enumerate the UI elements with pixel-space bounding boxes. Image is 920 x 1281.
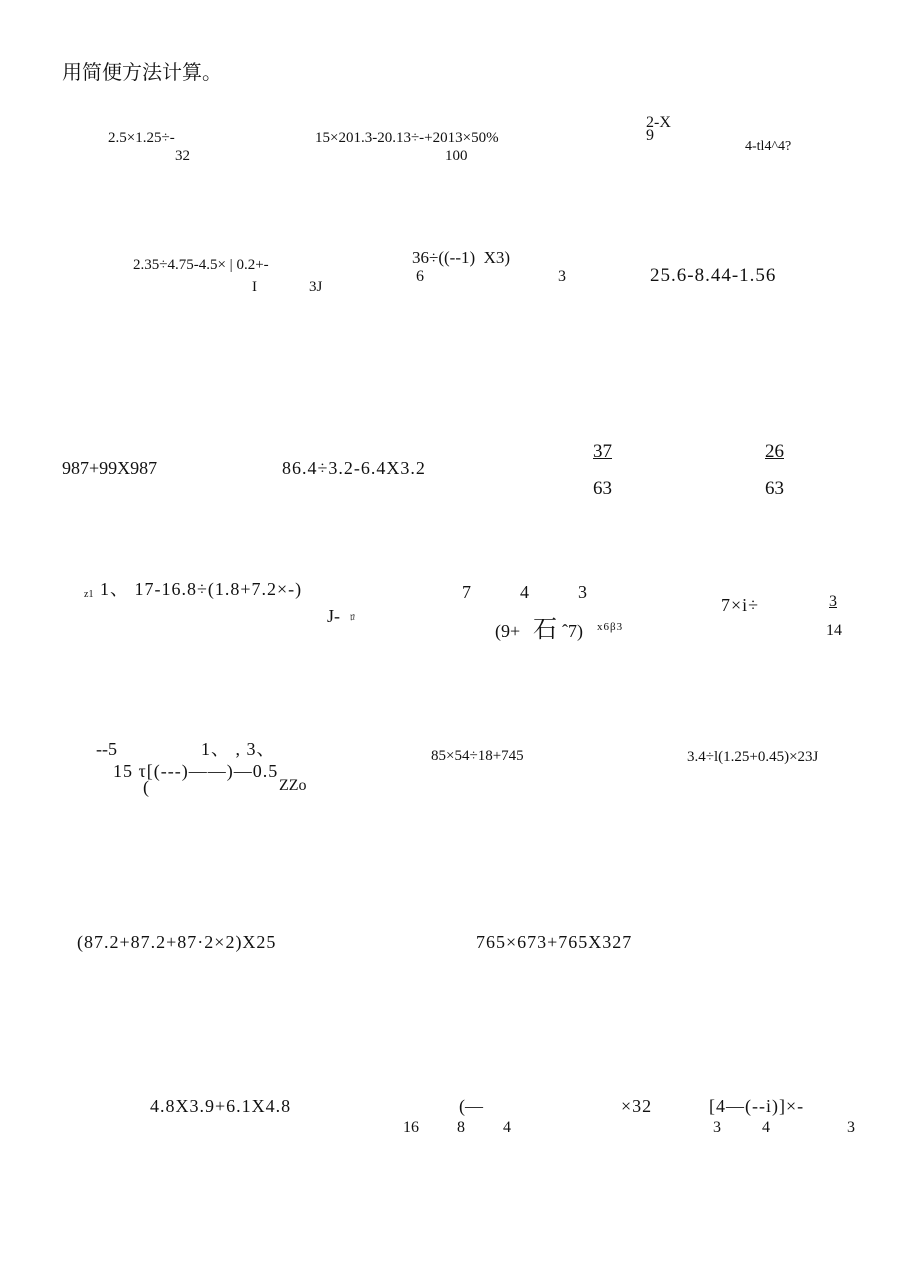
expression-tail: x6β3 [597,621,624,633]
expression: [4—(--i)]×- [709,1096,805,1116]
subscript-small: ﾛ [350,613,355,624]
problem-18: 765×673+765X327 [476,932,633,952]
problem-7: 987+99X987 [62,458,158,478]
expression: 2.5×1.25÷- [108,130,175,146]
problem-8: 86.4÷3.2-6.4X3.2 [282,458,426,478]
problem-17: (87.2+87.2+87·2×2)X25 [77,932,277,952]
numerator: 37 [593,441,612,462]
expression: 36÷((--1) X3) [412,248,511,267]
expression: 1、 17-16.8÷(1.8+7.2×-) [100,579,303,599]
denominator-2: 4 [762,1119,770,1136]
denominator: 9 [646,127,654,144]
numerator: 3 [829,593,837,610]
prefix-label: z1 [84,589,94,600]
top-right: 1、 , 3、 [201,739,276,759]
subscript: J- [327,606,340,626]
large-glyph: 石 [533,615,557,643]
expression-start: (9+ [495,621,521,641]
denominator-3: 4 [503,1119,511,1136]
denominator-1: 3 [713,1119,721,1136]
expression-end: ˆ7) [562,621,583,641]
problem-6: 25.6-8.44-1.56 [650,265,777,286]
expression: 4-tl4^4? [745,139,792,154]
denominator-1: 16 [403,1119,419,1136]
expression-start: (— [459,1096,483,1116]
top-left: --5 [96,739,117,759]
number-3: 3 [578,582,587,602]
subscript-1: I [252,279,257,295]
problem-16: 3.4÷l(1.25+0.45)×23J [687,749,819,765]
number-1: 7 [462,582,471,602]
problem-15: 85×54÷18+745 [431,748,524,764]
number-2: 4 [520,582,529,602]
expression: 7×i÷ [721,595,760,615]
denominator: 14 [826,622,842,639]
problem-19: 4.8X3.9+6.1X4.8 [150,1096,292,1116]
denominator: 32 [175,148,190,164]
subscript-2: 3J [309,279,323,295]
expression: 15 τ[(---)——)—0.5 [113,761,279,781]
fraction-top: 2-X [646,114,671,131]
denominator-2: 3 [558,268,566,285]
page-title: 用简便方法计算。 [62,60,222,84]
numerator: 26 [765,441,784,462]
denominator: 100 [445,148,468,164]
denominator: 63 [765,478,784,499]
expression-tail: ×32 [621,1096,653,1116]
denominator-1: 6 [416,268,424,285]
denominator-3: 3 [847,1119,855,1136]
expression: 2.35÷4.75-4.5× | 0.2+- [133,257,269,273]
under-text: ZZo [279,777,307,794]
under-paren: ( [143,777,149,797]
expression: 15×201.3-20.13÷-+2013×50% [315,130,499,146]
denominator-2: 8 [457,1119,465,1136]
denominator: 63 [593,478,612,499]
